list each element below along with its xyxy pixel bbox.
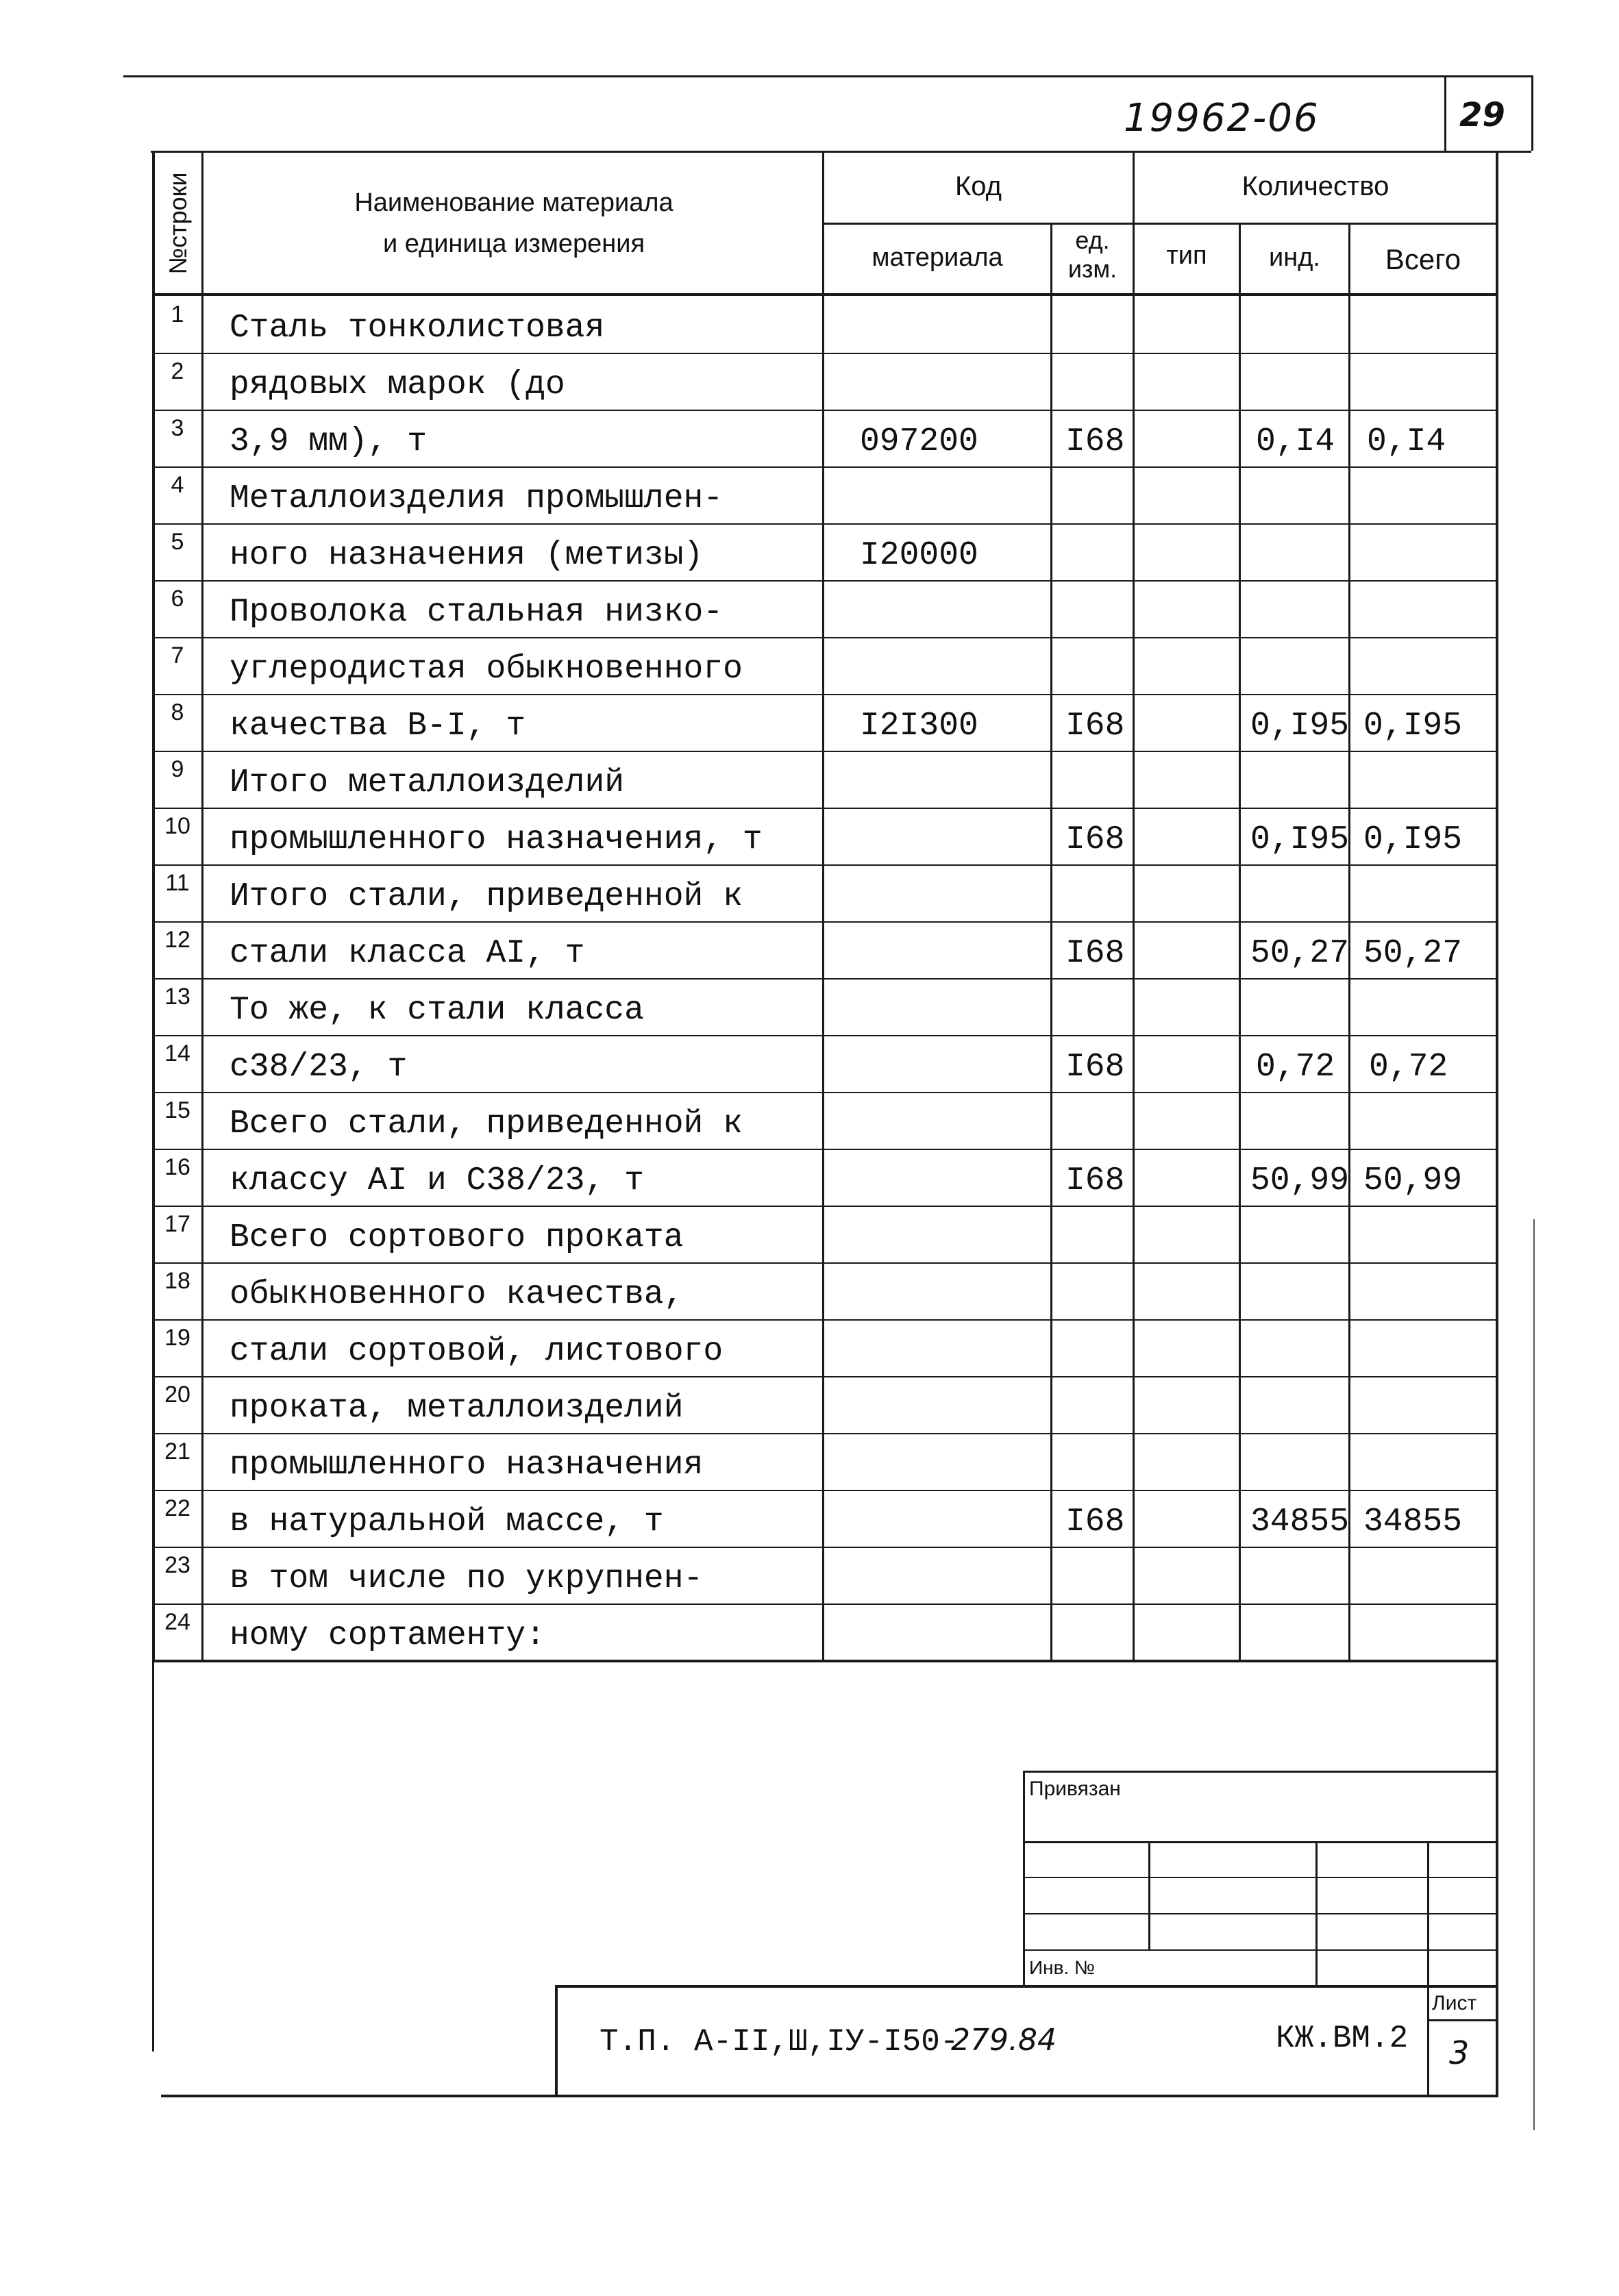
- designation-prefix: Т.П. А-II,Ш,IУ-I50-: [600, 2024, 959, 2060]
- row-sep: [152, 523, 1498, 525]
- unit-code: I68: [1065, 1162, 1125, 1199]
- header-name-line1: Наименование материала: [354, 188, 673, 217]
- material-name: Всего сортового проката: [230, 1219, 684, 1256]
- page-box-right: [1531, 77, 1533, 151]
- header-qty-type: тип: [1166, 241, 1207, 270]
- material-name: рядовых марок (до: [230, 366, 565, 403]
- row-number: 15: [164, 1097, 190, 1123]
- row-sep: [152, 1433, 1498, 1434]
- document-number: 19962-06: [1124, 96, 1320, 140]
- material-name: стали сортовой, листового: [230, 1333, 724, 1370]
- row-number: 7: [171, 642, 184, 669]
- row-number: 18: [164, 1268, 190, 1294]
- row-sep: [152, 751, 1498, 752]
- row-sep: [152, 466, 1498, 468]
- page-box-left: [1444, 77, 1446, 151]
- row-sep: [152, 1547, 1498, 1548]
- material-name: ного назначения (метизы): [230, 537, 704, 574]
- row-number: 10: [164, 813, 190, 839]
- row-number: 1: [171, 301, 184, 327]
- row-number: 3: [171, 415, 184, 441]
- binding-label: Привязан: [1029, 1777, 1121, 1800]
- col-sep-name: [822, 151, 824, 1661]
- material-name: Проволока стальная низко-: [230, 594, 724, 631]
- row-number: 17: [164, 1211, 190, 1237]
- row-number: 21: [164, 1438, 190, 1464]
- qty-ind: 50,27: [1250, 935, 1350, 972]
- unit-code: I68: [1065, 1049, 1125, 1086]
- designation-handwritten: 279.84: [951, 2023, 1056, 2058]
- header-unit-line2: изм.: [1067, 255, 1117, 283]
- row-number: 6: [171, 586, 184, 612]
- header-name-line2: и единица измерения: [382, 229, 645, 258]
- material-name: классу АI и С38/23, т: [230, 1162, 644, 1199]
- binding-col2: [1315, 1841, 1318, 1986]
- col-sep-unit: [1133, 151, 1135, 1661]
- material-code: I20000: [860, 537, 978, 574]
- material-name: То же, к стали класса: [230, 992, 644, 1029]
- row-sep: [152, 1206, 1498, 1207]
- unit-code: I68: [1065, 1503, 1125, 1540]
- row-number: 24: [164, 1609, 190, 1635]
- row-number: 16: [164, 1154, 190, 1180]
- qty-total: 50,99: [1363, 1162, 1463, 1199]
- table-bottom-border: [152, 1660, 1498, 1662]
- material-name: обыкновенного качества,: [230, 1276, 684, 1313]
- row-number: 11: [165, 870, 190, 896]
- binding-col1: [1148, 1841, 1150, 1951]
- page-number: 29: [1459, 96, 1505, 134]
- row-sep: [152, 410, 1498, 411]
- row-sep: [152, 1092, 1498, 1093]
- material-name: проката, металлоизделий: [230, 1390, 684, 1427]
- frame-bottom: [161, 2095, 1498, 2097]
- row-sep: [152, 1376, 1498, 1377]
- row-sep: [152, 808, 1498, 809]
- sheet-label: Лист: [1432, 1992, 1477, 2014]
- row-number: 4: [171, 472, 184, 498]
- sheet-box-left: [1427, 1985, 1429, 2096]
- row-number: 12: [164, 927, 190, 953]
- stamp-left: [555, 1985, 558, 2096]
- qty-total: 0,I4: [1367, 423, 1446, 460]
- col-sep-rowno: [201, 151, 203, 1661]
- material-name: Металлоизделия промышлен-: [230, 480, 724, 517]
- row-sep: [152, 1319, 1498, 1321]
- row-number: 20: [164, 1382, 190, 1408]
- header-qty-total: Всего: [1385, 243, 1461, 275]
- row-sep: [152, 1035, 1498, 1036]
- stamp-top: [555, 1985, 1498, 1988]
- row-number: 14: [164, 1040, 190, 1066]
- row-number: 13: [164, 984, 190, 1010]
- top-rule: [123, 75, 1533, 77]
- header-subdivider: [822, 223, 1497, 225]
- header-qty-ind: инд.: [1269, 243, 1320, 272]
- right-margin-line: [1533, 1219, 1535, 2130]
- material-name: промышленного назначения: [230, 1447, 704, 1484]
- material-name: углеродистая обыкновенного: [230, 651, 743, 688]
- row-number: 5: [171, 529, 184, 555]
- unit-code: I68: [1065, 935, 1125, 972]
- header-qty-group: Количество: [1241, 171, 1389, 201]
- row-sep: [152, 978, 1498, 979]
- frame-right-lower: [1496, 1661, 1498, 2096]
- drawing-code: КЖ.ВМ.2: [1276, 2021, 1409, 2056]
- row-number: 8: [171, 699, 184, 725]
- row-number: 19: [164, 1325, 190, 1351]
- material-name: ному сортаменту:: [230, 1617, 545, 1654]
- qty-ind: 50,99: [1250, 1162, 1350, 1199]
- col-sep-type: [1239, 223, 1241, 1661]
- material-name: стали класса АI, т: [230, 935, 585, 972]
- qty-total: 34855: [1363, 1503, 1463, 1540]
- material-code: 097200: [860, 423, 978, 460]
- material-name: качества В-I, т: [230, 708, 526, 745]
- row-sep: [152, 580, 1498, 582]
- row-sep: [152, 1149, 1498, 1150]
- header-code-group: Код: [954, 171, 1002, 201]
- material-name: Сталь тонколистовая: [230, 310, 605, 347]
- material-name: Всего стали, приведенной к: [230, 1106, 743, 1143]
- material-name: Итого стали, приведенной к: [230, 878, 743, 915]
- material-name: 3,9 мм), т: [230, 423, 428, 460]
- binding-col3: [1427, 1841, 1429, 1986]
- qty-ind: 0,I95: [1250, 821, 1350, 858]
- row-number: 22: [164, 1495, 190, 1521]
- inventory-label: Инв. №: [1029, 1957, 1096, 1978]
- qty-total: 0,I95: [1363, 821, 1463, 858]
- material-name: в том числе по укрупнен-: [230, 1560, 704, 1597]
- row-number: 9: [171, 756, 184, 782]
- col-sep-code: [1050, 223, 1052, 1661]
- table-right-border: [1496, 151, 1498, 1661]
- unit-code: I68: [1065, 423, 1125, 460]
- table-left-border: [152, 151, 155, 1661]
- binding-left: [1023, 1771, 1025, 1986]
- row-sep: [152, 1604, 1498, 1605]
- material-name: в натуральной массе, т: [230, 1503, 664, 1540]
- header-unit-line1: ед.: [1075, 226, 1110, 254]
- material-name: Итого металлоизделий: [230, 764, 625, 801]
- header-code-material: материала: [872, 243, 1003, 272]
- unit-code: I68: [1065, 708, 1125, 745]
- unit-code: I68: [1065, 821, 1125, 858]
- sheet-box-divider: [1427, 2019, 1498, 2021]
- row-sep: [152, 353, 1498, 354]
- row-sep: [152, 921, 1498, 923]
- row-sep: [152, 637, 1498, 638]
- row-sep: [152, 864, 1498, 866]
- header-bottom: [152, 293, 1498, 296]
- row-number: 2: [171, 358, 184, 384]
- row-number: 23: [164, 1552, 190, 1578]
- row-sep: [152, 1262, 1498, 1264]
- row-sep: [152, 1490, 1498, 1491]
- header-row-number: №строки: [164, 172, 192, 275]
- qty-total: 50,27: [1363, 935, 1463, 972]
- material-name: с38/23, т: [230, 1049, 408, 1086]
- binding-top: [1023, 1771, 1498, 1773]
- material-code: I2I300: [860, 708, 978, 745]
- qty-ind: 0,I95: [1250, 708, 1350, 745]
- qty-total: 0,I95: [1363, 708, 1463, 745]
- qty-ind: 34855: [1250, 1503, 1350, 1540]
- sheet-number: 3: [1449, 2034, 1470, 2071]
- frame-left-lower: [152, 1661, 154, 2051]
- material-name: промышленного назначения, т: [230, 821, 763, 858]
- qty-ind: 0,I4: [1256, 423, 1335, 460]
- row-sep: [152, 694, 1498, 695]
- qty-total: 0,72: [1369, 1049, 1448, 1086]
- qty-ind: 0,72: [1256, 1049, 1335, 1086]
- doc-number-underline: [151, 151, 1531, 153]
